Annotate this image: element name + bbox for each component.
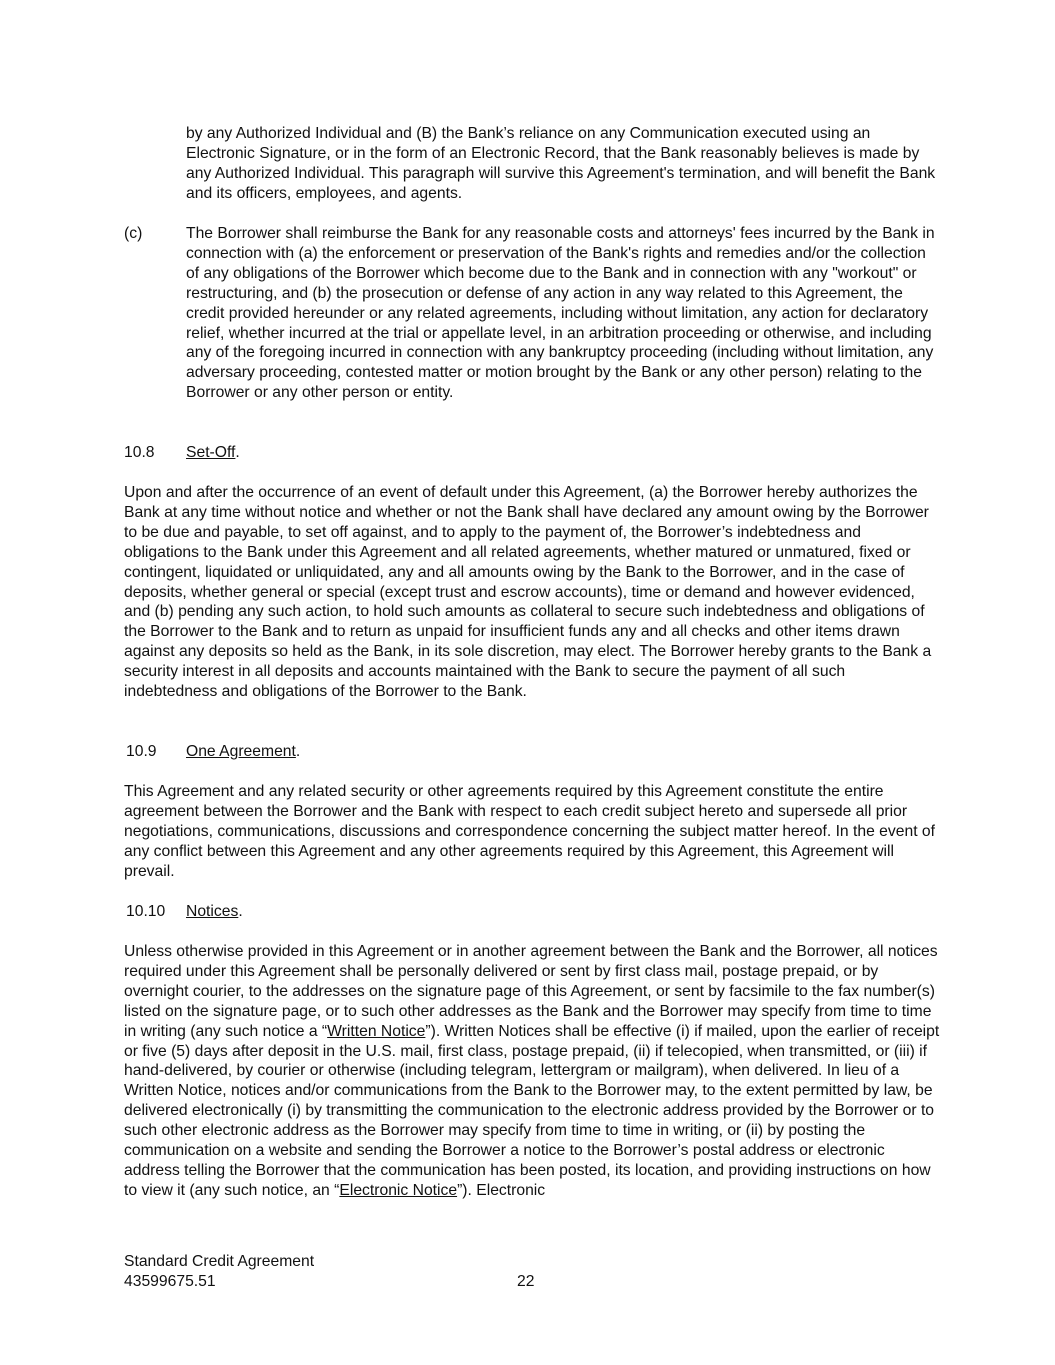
section-10-10-body	[124, 942, 940, 1201]
section-10-8-title: Set-Off	[186, 444, 236, 461]
paragraph-c-label: (c)	[124, 225, 143, 242]
section-10-9-title: One Agreement	[186, 743, 296, 760]
section-10-10-title: Notices	[186, 903, 239, 920]
defined-term-written-notice: Written Notice	[327, 1022, 426, 1040]
footer-document-info	[124, 1252, 314, 1292]
notices-text-part-3: ”). Electronic	[457, 1181, 546, 1199]
footer-doc-id: 43599675.51	[124, 1272, 216, 1290]
paragraph-c-text: The Borrower shall reimburse the Bank for any reasonable costs and attorneys' fees incurred by the Bank in connection with (a) the enforcement or preservation of the Bank's rights and remedies and/or the collection of any obligations of the Borrower which become due to the Bank and in connection with any "workout" or restructuring, and (b) the prosecution or defense of any action in any way related to this Agreement, the credit provided hereunder or any related agreements, including without limitation, any action for declaratory relief, whether incurred at the trial or appellate level, in an arbitration proceeding or otherwise, and including any of the foregoing incurred in connection with any bankruptcy proceeding (including without limitation, any adversary proceeding, contested matter or motion brought by the Bank or any other person) relating to the Borrower or any other person or entity.	[186, 225, 935, 402]
section-10-10-number: 10.10	[126, 903, 166, 920]
section-10-8-body: Upon and after the occurrence of an event of default under this Agreement, (a) the Borrower hereby authorizes the Bank at any time without notice and whether or not the Bank shall have declared any amount owing by the Borrower to be due and payable, to set off against, and to apply to the payment of, the Borrower’s indebtedness and obligations to the Bank under this Agreement and all related agreements, whether matured or unmatured, fixed or contingent, liquidated or unliquidated, any and all amounts owing by the Bank to the Borrower, and in the case of deposits, whether general or special (except trust and escrow accounts), time or demand and however evidenced, and (b) pending any such action, to hold such amounts as collateral to secure such indebtedness and obligations of the Borrower to the Bank and to return as unpaid for insufficient funds any and all checks and other items drawn against any deposits so held as the Bank, in its sole discretion, may elect. The Borrower hereby grants to the Bank a security interest in all deposits and accounts maintained with the Bank to secure the payment of all such indebtedness and obligations of the Borrower to the Bank.	[124, 484, 932, 701]
section-10-9-body: This Agreement and any related security or other agreements required by this Agreement constitute the entire agreement between the Borrower and the Bank with respect to each credit subject hereto and supersede all prior negotiations, communications, discussions and correspondence concerning the subject matter hereof. In the event of any conflict between this Agreement and any other agreements required by this Agreement, this Agreement will prevail.	[124, 783, 935, 880]
notices-text-part-1: Unless otherwise provided in this Agreement or in another agreement between the Bank and the Borrower, all notices required under this Agreement shall be personally delivered or sent by first class mail, postage prepaid, or by overnight courier, to the addresses on the signature page of this Agreement, or sent by facsimile to the fax number(s) listed on the signature page, or to such other addresses as the Bank and the Borrower may specify from time to time in writing (any such notice a “	[124, 943, 938, 1040]
section-10-8-heading: Set-Off.	[186, 444, 240, 461]
paragraph-b-continuation: by any Authorized Individual and (B) the Bank’s reliance on any Communication executed using an Electronic Signature, or in the form of an Electronic Record, that the Bank reasonably believes is made by any Authorized Individual. This paragraph will survive this Agreement's termination, and will benefit the Bank and its officers, employees, and agents.	[186, 125, 936, 202]
notices-text-part-2: ”). Written Notices shall be effective (i) if mailed, upon the earlier of receipt or five (5) days after deposit in the U.S. mail, first class, postage prepaid, (ii) if telecopied, when transmitted, or (iii) if hand-delivered, by courier or otherwise (including telegram, lettergram or mailgram), when delivered. In lieu of a Written Notice, notices and/or communications from the Bank to the Borrower may, to the extent permitted by law, be delivered electronically (i) by transmitting the communication to the electronic address provided by the Borrower or to such other electronic address as the Borrower may specify from time to time in writing, or (ii) by posting the communication on a website and sending the Borrower a notice to the Borrower’s postal address or electronic address telling the Borrower that the communication has been posted, its location, and providing instructions on how to view it (any such notice, an “	[124, 1022, 940, 1199]
footer-doc-title: Standard Credit Agreement	[124, 1253, 315, 1270]
section-10-10-heading: Notices.	[186, 903, 243, 920]
section-10-9-heading: One Agreement.	[186, 743, 301, 760]
section-10-8-number: 10.8	[124, 444, 155, 461]
section-10-9-number: 10.9	[126, 743, 157, 760]
footer-page-number: 22	[517, 1273, 535, 1290]
defined-term-electronic-notice: Electronic Notice	[339, 1181, 458, 1199]
